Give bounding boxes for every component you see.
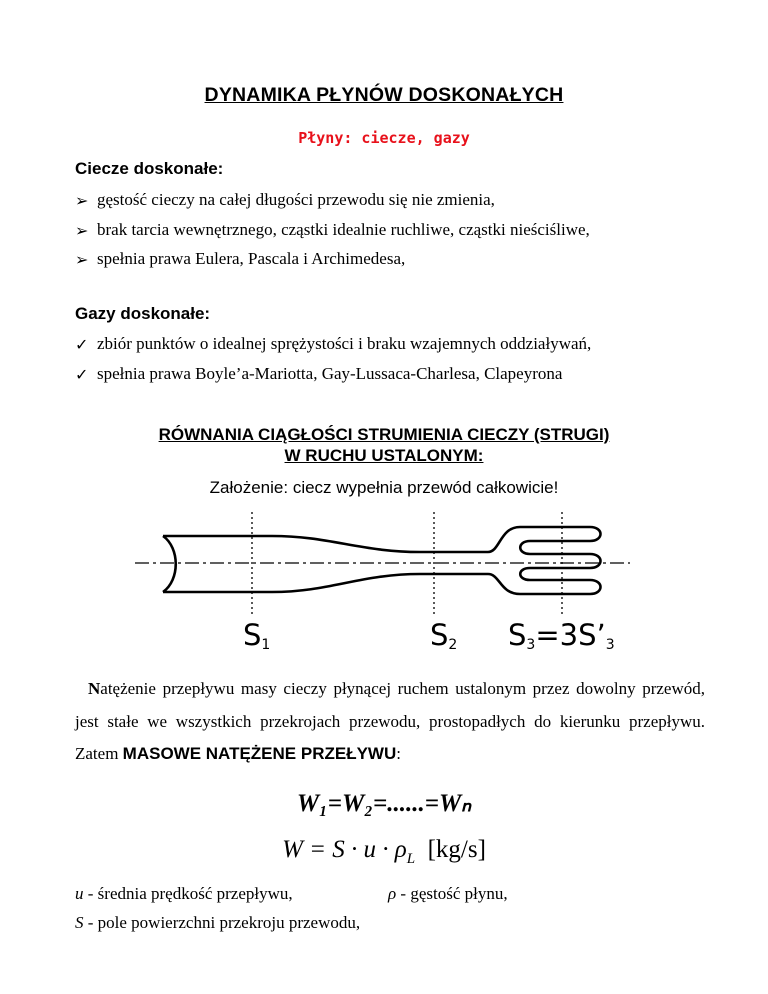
gases-heading: Gazy doskonałe: (75, 304, 211, 323)
liquids-heading: Ciecze doskonałe: (75, 159, 224, 178)
list-item: spełnia prawa Boyle’a-Mariotta, Gay-Lussaca-Charlesa, Clapeyrona (97, 364, 563, 383)
list-item: brak tarcia wewnętrznego, cząstki idealnie ruchliwe, cząstki nieściśliwe, (97, 220, 590, 239)
page-title: DYNAMIKA PŁYNÓW DOSKONAŁYCH (204, 84, 564, 106)
label-s3: $S_3=3S’_3$ (508, 618, 615, 653)
list-item: gęstość cieczy na całej długości przewodu się nie zmienia, (97, 190, 495, 209)
list-item: spełnia prawa Eulera, Pascala i Archimedesa, (97, 249, 406, 268)
pipe-inlet (163, 536, 176, 592)
pipe-diagram (0, 490, 768, 670)
pipe-outline (163, 527, 601, 594)
subtitle: Płyny: ciecze, gazy (298, 129, 470, 147)
list-item: zbiór punktów o idealnej sprężystości i braku wzajemnych oddziaływań, (97, 334, 592, 353)
arrow-bullet-icon: ➢ (75, 250, 89, 269)
arrow-bullet-icon: ➢ (75, 221, 89, 240)
equation-mass-flow-equality: W₁=W₂=......=Wₙ (296, 790, 472, 817)
legend-rho: ρ - gęstość płynu, (388, 884, 508, 903)
label-s1: $S_1$ (243, 618, 271, 653)
continuity-title-line1: RÓWNANIA CIĄGŁOŚCI STRUMIENIA CIECZY (STRUGI) (158, 425, 610, 444)
label-s2: $S_2$ (430, 618, 458, 653)
flow-paragraph: Natężenie przepływu masy cieczy płynącej ruchem ustalonym przez dowolny przewód, jest stałe we wszystkich przekrojach przewodu, prostopadłych do kierunku przepływu. Zatem MASOWE NATĘŻENE PRZEŁYWU: (75, 679, 705, 763)
legend-u: u - średnia prędkość przepływu, (75, 884, 293, 903)
assumption-text: Założenie: ciecz wypełnia przewód całkowicie! (209, 478, 559, 497)
check-bullet-icon: ✓ (75, 335, 89, 354)
legend-s: S - pole powierzchni przekroju przewodu, (75, 913, 361, 932)
equation-mass-flow: $W = S \cdot u \cdot \rho_L$ [kg/s] (282, 836, 486, 867)
arrow-bullet-icon: ➢ (75, 191, 89, 210)
mass-flow-emphasis: MASOWE NATĘŻENE PRZEŁYWU (122, 744, 397, 763)
continuity-title-line2: W RUCHU USTALONYM: (284, 446, 484, 465)
check-bullet-icon: ✓ (75, 365, 89, 384)
